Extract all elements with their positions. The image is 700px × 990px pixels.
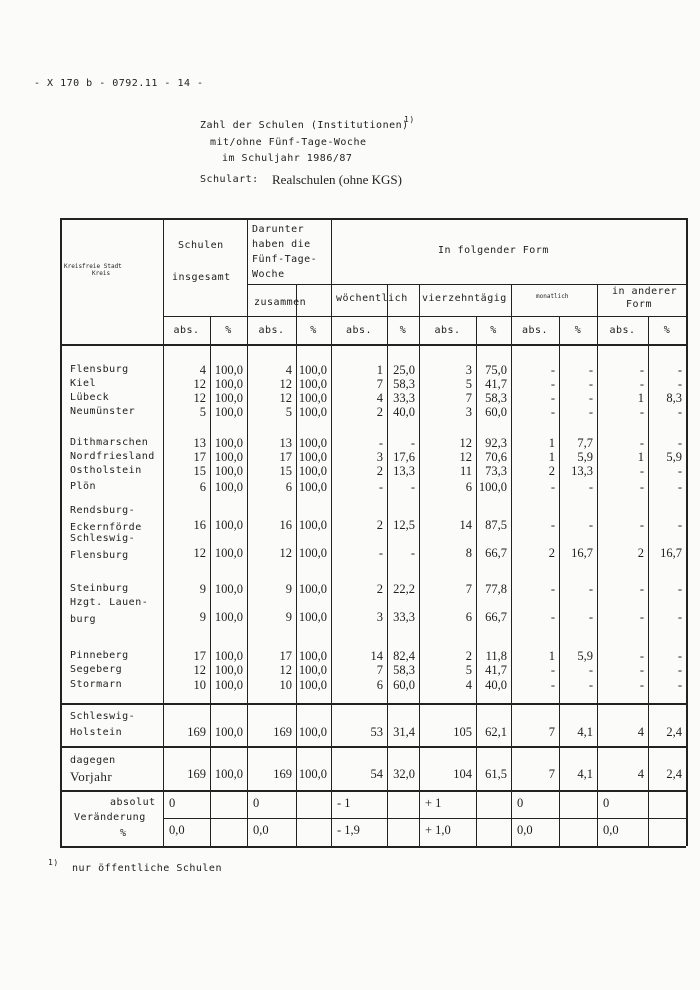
change-abs-value: + 1 bbox=[425, 796, 442, 810]
row-abs-value: - bbox=[550, 582, 555, 596]
row-abs-value: - bbox=[550, 405, 555, 419]
row-pct-value: 77,8 bbox=[485, 582, 507, 596]
change-abs-value: 0 bbox=[517, 796, 524, 810]
row-pct-value: 100,0 bbox=[214, 582, 243, 596]
row-label: Pinneberg bbox=[70, 650, 129, 661]
change-pct-value: 0,0 bbox=[603, 823, 619, 837]
prev-year-label: Vorjahr bbox=[70, 769, 113, 784]
row-pct-value: 11,8 bbox=[485, 649, 507, 663]
row-abs-value: - bbox=[639, 405, 644, 419]
row-pct-value: 8,3 bbox=[666, 391, 682, 405]
row-abs-value: - bbox=[639, 518, 644, 532]
row-abs-value: - bbox=[639, 582, 644, 596]
row-pct-value: 100,0 bbox=[298, 450, 327, 464]
change-abs-value: 0 bbox=[169, 796, 176, 810]
footnote-text: nur öffentliche Schulen bbox=[72, 863, 222, 874]
change-abs-value: - 1 bbox=[337, 796, 351, 810]
row-pct-value: - bbox=[588, 363, 593, 377]
row-label: Nordfriesland bbox=[70, 451, 155, 462]
title-footnote-marker: 1) bbox=[404, 115, 415, 124]
unit-pct-header: % bbox=[310, 325, 317, 336]
row-pct-value: 100,0 bbox=[214, 518, 243, 532]
row-abs-value: - bbox=[639, 610, 644, 624]
title-line-3: im Schuljahr 1986/87 bbox=[222, 153, 353, 164]
prev-year-abs-value: 169 bbox=[273, 767, 292, 781]
col-darunter-1: Darunter bbox=[252, 224, 305, 235]
row-abs-value: 10 bbox=[193, 678, 206, 692]
row-pct-value: 82,4 bbox=[393, 649, 415, 663]
total-pct-value: 100,0 bbox=[214, 725, 243, 739]
row-abs-value: 2 bbox=[376, 518, 383, 532]
row-abs-value: - bbox=[550, 678, 555, 692]
row-pct-value: - bbox=[410, 546, 415, 560]
row-pct-value: 58,3 bbox=[393, 663, 415, 677]
footnote-marker: 1) bbox=[48, 858, 59, 867]
row-abs-value: 9 bbox=[285, 582, 292, 596]
row-pct-value: 66,7 bbox=[485, 610, 507, 624]
row-abs-value: 12 bbox=[193, 377, 206, 391]
column-rule bbox=[60, 218, 62, 846]
row-pct-value: - bbox=[410, 480, 415, 494]
table-top-border bbox=[60, 218, 686, 220]
header-sub-line bbox=[247, 284, 686, 285]
unit-abs-header: abs. bbox=[345, 325, 373, 336]
row-abs-value: 14 bbox=[459, 518, 472, 532]
row-label: Segeberg bbox=[70, 664, 123, 675]
row-abs-value: - bbox=[550, 663, 555, 677]
row-abs-value: 3 bbox=[376, 610, 383, 624]
row-abs-value: - bbox=[550, 518, 555, 532]
row-pct-value: 100,0 bbox=[298, 649, 327, 663]
prev-year-abs-value: 54 bbox=[370, 767, 383, 781]
row-pct-value: 100,0 bbox=[214, 405, 243, 419]
change-pct-value: 0,0 bbox=[517, 823, 533, 837]
total-pct-value: 100,0 bbox=[298, 725, 327, 739]
prev-year-pct-value: 100,0 bbox=[214, 767, 243, 781]
row-pct-value: 60,0 bbox=[393, 678, 415, 692]
row-label: Flensburg bbox=[70, 550, 129, 561]
corner-label-1: Kreisfreie Stadt bbox=[64, 263, 122, 270]
row-abs-value: 8 bbox=[465, 546, 472, 560]
total-abs-value: 7 bbox=[548, 725, 555, 739]
schulart-label: Schulart: bbox=[200, 174, 259, 185]
row-pct-value: 58,3 bbox=[485, 391, 507, 405]
row-label: Lübeck bbox=[70, 392, 110, 403]
row-pct-value: 40,0 bbox=[393, 405, 415, 419]
change-abs-label: absolut bbox=[110, 797, 156, 808]
change-pct-value: - 1,9 bbox=[337, 823, 360, 837]
row-pct-value: 17,6 bbox=[393, 450, 415, 464]
row-pct-value: 100,0 bbox=[214, 391, 243, 405]
row-abs-value: 11 bbox=[459, 464, 472, 478]
row-pct-value: 100,0 bbox=[214, 363, 243, 377]
row-pct-value: 92,3 bbox=[485, 436, 507, 450]
row-pct-value: 100,0 bbox=[298, 678, 327, 692]
change-pct-label: % bbox=[120, 828, 127, 839]
row-pct-value: 5,9 bbox=[577, 649, 593, 663]
unit-abs-header: abs. bbox=[434, 325, 461, 336]
row-abs-value: 1 bbox=[637, 391, 644, 405]
row-pct-value: 100,0 bbox=[214, 377, 243, 391]
row-abs-value: 17 bbox=[193, 450, 206, 464]
unit-pct-header: % bbox=[663, 325, 671, 336]
row-pct-value: 25,0 bbox=[393, 363, 415, 377]
row-pct-value: - bbox=[588, 480, 593, 494]
prev-year-pct-value: 100,0 bbox=[298, 767, 327, 781]
row-abs-value: 14 bbox=[370, 649, 383, 663]
row-abs-value: 4 bbox=[376, 391, 383, 405]
row-abs-value: 6 bbox=[465, 480, 472, 494]
change-label: Veränderung bbox=[74, 812, 146, 823]
prev-year-pct-value: 61,5 bbox=[485, 767, 507, 781]
row-pct-value: 100,0 bbox=[298, 480, 327, 494]
row-abs-value: 2 bbox=[637, 546, 644, 560]
title-line-1: Zahl der Schulen (Institutionen) bbox=[200, 120, 409, 131]
row-label: Steinburg bbox=[70, 583, 129, 594]
title-line-2: mit/ohne Fünf-Tage-Woche bbox=[210, 137, 367, 148]
row-abs-value: - bbox=[639, 649, 644, 663]
row-abs-value: 15 bbox=[193, 464, 206, 478]
row-abs-value: 4 bbox=[199, 363, 206, 377]
row-pct-value: 75,0 bbox=[485, 363, 507, 377]
row-label: Rendsburg- bbox=[70, 505, 136, 516]
row-pct-value: 100,0 bbox=[298, 663, 327, 677]
row-pct-value: 41,7 bbox=[485, 663, 507, 677]
total-pct-value: 62,1 bbox=[485, 725, 507, 739]
change-abs-value: 0 bbox=[603, 796, 610, 810]
row-abs-value: 7 bbox=[465, 391, 472, 405]
row-pct-value: 60,0 bbox=[485, 405, 507, 419]
row-abs-value: 1 bbox=[548, 649, 555, 663]
row-abs-value: 17 bbox=[279, 649, 292, 663]
col-darunter-4: Woche bbox=[252, 269, 285, 280]
row-label: Hzgt. Lauen- bbox=[70, 597, 149, 608]
row-pct-value: 100,0 bbox=[214, 610, 243, 624]
row-pct-value: 58,3 bbox=[393, 377, 415, 391]
row-abs-value: 12 bbox=[279, 391, 292, 405]
row-abs-value: 5 bbox=[465, 663, 472, 677]
total-pct-value: 2,4 bbox=[666, 725, 682, 739]
change-pct-value: 0,0 bbox=[169, 823, 185, 837]
row-pct-value: 87,5 bbox=[485, 518, 507, 532]
col-andere-1: in anderer bbox=[612, 286, 678, 297]
row-abs-value: 6 bbox=[376, 678, 383, 692]
row-pct-value: 100,0 bbox=[298, 405, 327, 419]
row-pct-value: 16,7 bbox=[571, 546, 593, 560]
row-pct-value: 100,0 bbox=[214, 450, 243, 464]
row-abs-value: - bbox=[550, 377, 555, 391]
row-abs-value: 5 bbox=[199, 405, 206, 419]
table-bottom-border bbox=[60, 846, 686, 848]
row-abs-value: 6 bbox=[285, 480, 292, 494]
row-abs-value: 2 bbox=[465, 649, 472, 663]
row-pct-value: 100,0 bbox=[214, 464, 243, 478]
row-pct-value: - bbox=[588, 678, 593, 692]
row-pct-value: 7,7 bbox=[577, 436, 593, 450]
unit-pct-header: % bbox=[490, 325, 497, 336]
row-abs-value: - bbox=[639, 663, 644, 677]
row-pct-value: 100,0 bbox=[298, 391, 327, 405]
row-abs-value: 1 bbox=[548, 436, 555, 450]
row-pct-value: 100,0 bbox=[298, 464, 327, 478]
row-pct-value: - bbox=[677, 518, 682, 532]
row-pct-value: 100,0 bbox=[214, 480, 243, 494]
col-form-header: In folgender Form bbox=[438, 245, 549, 256]
row-pct-value: 70,6 bbox=[485, 450, 507, 464]
row-abs-value: 13 bbox=[279, 436, 292, 450]
row-pct-value: 100,0 bbox=[214, 663, 243, 677]
row-pct-value: 40,0 bbox=[485, 678, 507, 692]
col-schulen-1: Schulen bbox=[178, 240, 224, 251]
document-reference: - X 170 b - 0792.11 - 14 - bbox=[34, 78, 204, 89]
row-pct-value: 16,7 bbox=[660, 546, 682, 560]
row-pct-value: - bbox=[677, 363, 682, 377]
row-pct-value: 12,5 bbox=[393, 518, 415, 532]
col-zusammen: zusammen bbox=[254, 297, 307, 308]
row-abs-value: 2 bbox=[548, 464, 555, 478]
row-abs-value: 4 bbox=[465, 678, 472, 692]
row-pct-value: 13,3 bbox=[393, 464, 415, 478]
total-pct-value: 31,4 bbox=[393, 725, 415, 739]
change-pct-value: 0,0 bbox=[253, 823, 269, 837]
row-abs-value: 10 bbox=[279, 678, 292, 692]
row-label: Flensburg bbox=[70, 364, 129, 375]
row-pct-value: - bbox=[677, 464, 682, 478]
col-darunter-2: haben die bbox=[252, 239, 311, 250]
row-abs-value: 15 bbox=[279, 464, 292, 478]
row-abs-value: - bbox=[550, 391, 555, 405]
row-abs-value: 16 bbox=[279, 518, 292, 532]
unit-pct-header: % bbox=[399, 325, 407, 336]
row-pct-value: 5,9 bbox=[577, 450, 593, 464]
total-abs-value: 169 bbox=[273, 725, 292, 739]
change-mid-line bbox=[163, 818, 686, 819]
row-abs-value: - bbox=[639, 480, 644, 494]
row-label: Schleswig- bbox=[70, 533, 136, 544]
row-abs-value: 9 bbox=[199, 610, 206, 624]
unit-abs-header: abs. bbox=[521, 325, 549, 336]
row-pct-value: 41,7 bbox=[485, 377, 507, 391]
row-abs-value: - bbox=[550, 610, 555, 624]
row-abs-value: 3 bbox=[465, 363, 472, 377]
row-abs-value: 1 bbox=[637, 450, 644, 464]
row-pct-value: 100,0 bbox=[298, 377, 327, 391]
row-abs-value: - bbox=[550, 363, 555, 377]
col-schulen-2: insgesamt bbox=[172, 272, 231, 283]
col-darunter-3: Fünf-Tage- bbox=[252, 254, 318, 265]
prev-year-abs-value: 169 bbox=[187, 767, 206, 781]
row-abs-value: 2 bbox=[376, 464, 383, 478]
row-pct-value: 100,0 bbox=[298, 610, 327, 624]
change-top-border bbox=[60, 790, 686, 792]
total-abs-value: 169 bbox=[187, 725, 206, 739]
row-abs-value: 9 bbox=[199, 582, 206, 596]
row-pct-value: - bbox=[677, 649, 682, 663]
row-pct-value: - bbox=[588, 610, 593, 624]
unit-pct-header: % bbox=[225, 325, 232, 336]
row-abs-value: - bbox=[378, 480, 383, 494]
row-pct-value: 100,0 bbox=[214, 649, 243, 663]
prev-year-pct-value: 2,4 bbox=[666, 767, 682, 781]
row-abs-value: 17 bbox=[193, 649, 206, 663]
row-abs-value: - bbox=[639, 363, 644, 377]
row-abs-value: 5 bbox=[285, 405, 292, 419]
row-pct-value: 100,0 bbox=[298, 518, 327, 532]
unit-pct-header: % bbox=[574, 325, 582, 336]
row-label: Stormarn bbox=[70, 679, 123, 690]
header-bottom-border bbox=[60, 344, 686, 346]
row-pct-value: 100,0 bbox=[298, 436, 327, 450]
row-abs-value: 12 bbox=[279, 663, 292, 677]
row-pct-value: 100,0 bbox=[214, 436, 243, 450]
change-abs-value: 0 bbox=[253, 796, 260, 810]
total-top-border bbox=[60, 703, 686, 705]
row-abs-value: - bbox=[378, 436, 383, 450]
row-pct-value: 73,3 bbox=[485, 464, 507, 478]
row-abs-value: - bbox=[639, 464, 644, 478]
row-label: burg bbox=[70, 614, 97, 625]
row-abs-value: 2 bbox=[548, 546, 555, 560]
total-label: Schleswig- bbox=[70, 711, 136, 722]
row-abs-value: - bbox=[639, 678, 644, 692]
row-abs-value: 7 bbox=[465, 582, 472, 596]
row-pct-value: - bbox=[410, 436, 415, 450]
row-abs-value: 12 bbox=[193, 391, 206, 405]
row-abs-value: 17 bbox=[279, 450, 292, 464]
row-abs-value: 6 bbox=[199, 480, 206, 494]
row-label: Eckernförde bbox=[70, 522, 142, 533]
row-abs-value: 2 bbox=[376, 582, 383, 596]
unit-abs-header: abs. bbox=[173, 325, 200, 336]
unit-abs-header: abs. bbox=[609, 325, 636, 336]
row-pct-value: 100,0 bbox=[298, 546, 327, 560]
row-pct-value: 33,3 bbox=[393, 391, 415, 405]
row-abs-value: 16 bbox=[193, 518, 206, 532]
prev-year-pct-value: 32,0 bbox=[393, 767, 415, 781]
row-abs-value: 7 bbox=[376, 663, 383, 677]
row-abs-value: 12 bbox=[459, 450, 472, 464]
row-abs-value: 6 bbox=[465, 610, 472, 624]
row-pct-value: - bbox=[677, 663, 682, 677]
row-abs-value: 4 bbox=[285, 363, 292, 377]
row-abs-value: - bbox=[378, 546, 383, 560]
row-pct-value: - bbox=[588, 582, 593, 596]
row-pct-value: 100,0 bbox=[214, 678, 243, 692]
schulart-value: Realschulen (ohne KGS) bbox=[272, 172, 402, 187]
col-monatlich: monatlich bbox=[536, 293, 569, 300]
column-rule bbox=[686, 218, 688, 846]
row-abs-value: 1 bbox=[548, 450, 555, 464]
total-abs-value: 105 bbox=[453, 725, 472, 739]
prev-year-abs-value: 104 bbox=[453, 767, 472, 781]
prev-year-pct-value: 4,1 bbox=[577, 767, 593, 781]
row-pct-value: - bbox=[588, 663, 593, 677]
total-abs-value: 4 bbox=[637, 725, 644, 739]
row-label: Plön bbox=[70, 481, 97, 492]
row-abs-value: 12 bbox=[279, 546, 292, 560]
row-pct-value: 5,9 bbox=[666, 450, 682, 464]
row-abs-value: - bbox=[550, 480, 555, 494]
row-abs-value: 12 bbox=[193, 663, 206, 677]
row-pct-value: - bbox=[588, 405, 593, 419]
total-abs-value: 53 bbox=[370, 725, 383, 739]
row-abs-value: 7 bbox=[376, 377, 383, 391]
row-pct-value: - bbox=[588, 391, 593, 405]
col-vierzehntaegig: vierzehntägig bbox=[422, 293, 507, 304]
row-pct-value: 100,0 bbox=[298, 363, 327, 377]
row-abs-value: 12 bbox=[459, 436, 472, 450]
row-pct-value: 22,2 bbox=[393, 582, 415, 596]
row-pct-value: - bbox=[677, 582, 682, 596]
row-label: Neumünster bbox=[70, 406, 136, 417]
col-andere-2: Form bbox=[626, 299, 653, 310]
prev-top-border bbox=[60, 746, 686, 748]
row-abs-value: 9 bbox=[285, 610, 292, 624]
row-pct-value: 33,3 bbox=[393, 610, 415, 624]
row-abs-value: - bbox=[639, 436, 644, 450]
row-pct-value: - bbox=[588, 377, 593, 391]
row-label: Dithmarschen bbox=[70, 437, 149, 448]
row-pct-value: 100,0 bbox=[478, 480, 507, 494]
row-abs-value: 12 bbox=[193, 546, 206, 560]
row-pct-value: - bbox=[677, 405, 682, 419]
row-abs-value: 3 bbox=[465, 405, 472, 419]
prev-year-abs-value: 4 bbox=[637, 767, 644, 781]
total-label: Holstein bbox=[70, 727, 123, 738]
row-abs-value: 13 bbox=[193, 436, 206, 450]
row-abs-value: 3 bbox=[376, 450, 383, 464]
row-pct-value: 66,7 bbox=[485, 546, 507, 560]
prev-year-abs-value: 7 bbox=[548, 767, 555, 781]
row-pct-value: - bbox=[588, 518, 593, 532]
row-abs-value: 1 bbox=[376, 363, 383, 377]
row-pct-value: - bbox=[677, 436, 682, 450]
col-woechentlich: wöchentlich bbox=[336, 293, 408, 304]
row-abs-value: - bbox=[639, 377, 644, 391]
row-pct-value: 100,0 bbox=[214, 546, 243, 560]
unit-abs-header: abs. bbox=[258, 325, 285, 336]
prev-year-label: dagegen bbox=[70, 755, 116, 766]
row-pct-value: - bbox=[677, 480, 682, 494]
total-pct-value: 4,1 bbox=[577, 725, 593, 739]
header-form-line bbox=[331, 316, 686, 317]
row-abs-value: 12 bbox=[279, 377, 292, 391]
row-pct-value: 13,3 bbox=[571, 464, 593, 478]
corner-label-2: Kreis bbox=[92, 270, 111, 277]
row-pct-value: - bbox=[677, 678, 682, 692]
row-pct-value: - bbox=[677, 377, 682, 391]
change-pct-value: + 1,0 bbox=[425, 823, 451, 837]
row-label: Ostholstein bbox=[70, 465, 142, 476]
row-pct-value: - bbox=[677, 610, 682, 624]
row-abs-value: 2 bbox=[376, 405, 383, 419]
row-pct-value: 100,0 bbox=[298, 582, 327, 596]
row-abs-value: 5 bbox=[465, 377, 472, 391]
row-label: Kiel bbox=[70, 378, 97, 389]
